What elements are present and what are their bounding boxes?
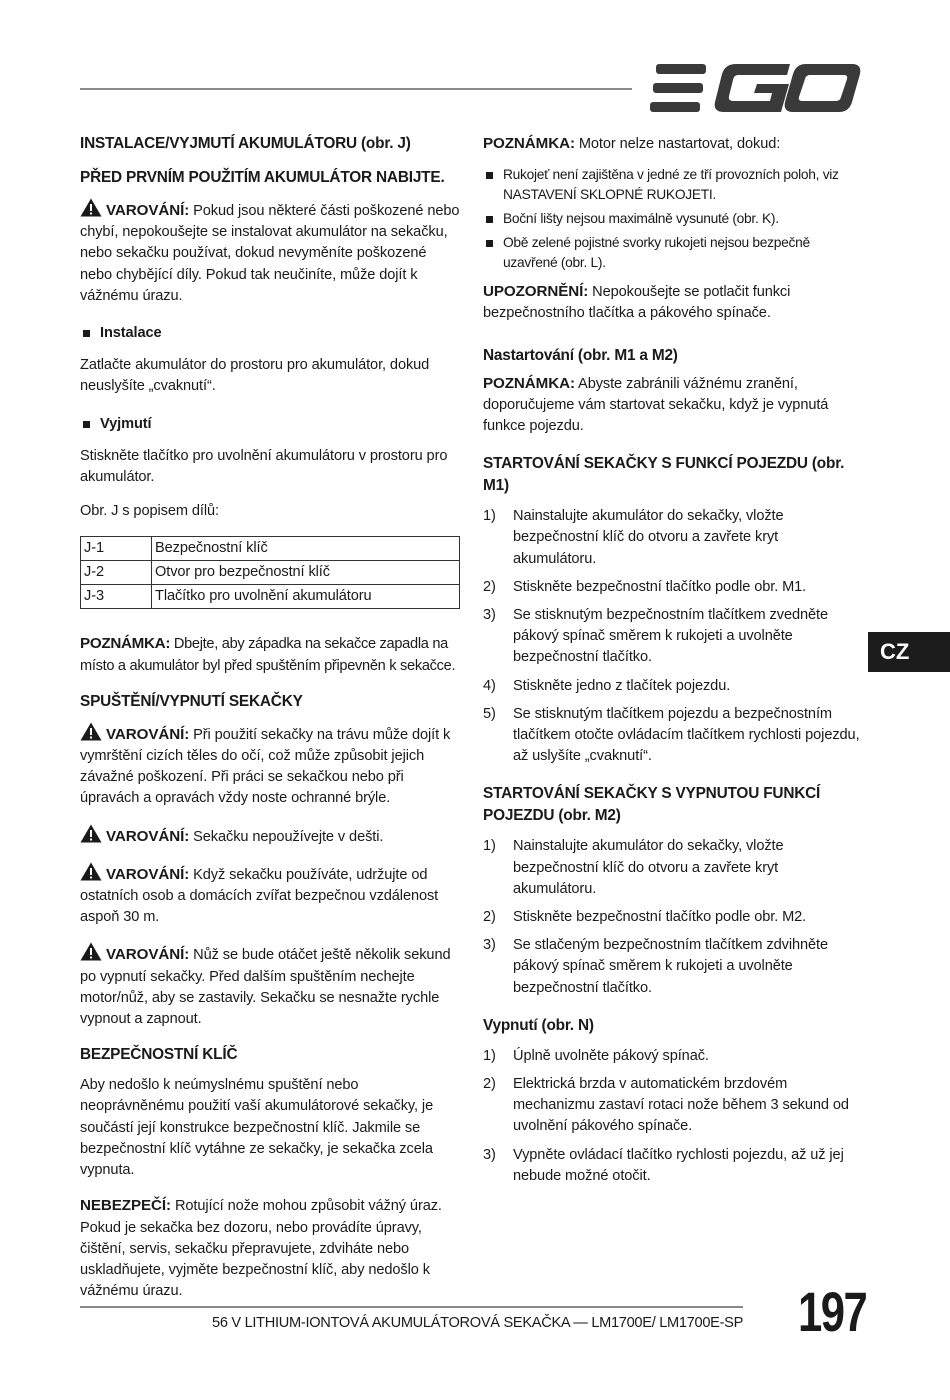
heading-switch-off: Vypnutí (obr. N) (483, 1016, 594, 1034)
language-tab: CZ (868, 632, 950, 672)
list-item (483, 935, 865, 999)
danger-notice (80, 1195, 460, 1302)
remove-text: Stiskněte tlačítko pro uvolnění akumulátoru v prostoru pro akumulátor. (80, 447, 448, 486)
step-number: 3) (483, 607, 496, 624)
note-start-recommendation (483, 373, 865, 438)
warning-label: VAROVÁNÍ: (106, 202, 190, 219)
right-column (483, 133, 865, 1194)
warning-icon (80, 824, 102, 843)
footer-rule (80, 1306, 743, 1308)
header-rule (80, 88, 632, 90)
note-latch (80, 633, 460, 676)
note-label: POZNÁMKA: (483, 374, 575, 392)
table-row (81, 585, 460, 609)
heading-start-without-drive: STARTOVÁNÍ SEKAČKY S VYPNUTOU FUNKCÍ POJEZDU (obr. M2) (483, 785, 821, 825)
step-text: Elektrická brzda v automatickém brzdovém mechanizmu zastaví rotaci nože během 3 sekund od uvolnění pákového spínače. (513, 1076, 849, 1135)
install-text: Zatlačte akumulátor do prostoru pro akumulátor, dokud neuslyšíte „cvaknutí“. (80, 357, 430, 395)
list-item (483, 577, 865, 598)
page-number: 197 (798, 1280, 867, 1343)
list-item (483, 506, 865, 570)
ego-logo (650, 62, 862, 114)
danger-text: Rotující nože mohou způsobit vážný úraz. Pokud je sekačka bez dozoru, nebo provádíte úpravy, čištění, servis, sekačku přepravujete, zdviháte nebo uskladňujete, vyjměte bezpečnostní klíč, aby nedošlo k vážnému úrazu. (80, 1198, 442, 1300)
part-name: Otvor pro bezpečnostní klíč (152, 561, 460, 585)
step-number: 3) (483, 1146, 496, 1163)
part-id: J-2 (81, 561, 152, 585)
warning-distance (80, 862, 460, 929)
caution-label: UPOZORNĚNÍ: (483, 283, 589, 301)
list-item: Rukojeť není zajištěna v jedné ze tří provozních poloh, viz NASTAVENÍ SKLOPNÉ RUKOJETI. (483, 165, 865, 205)
warning-text: Sekačku nepoužívejte v dešti. (189, 828, 384, 845)
part-id: J-1 (81, 537, 152, 561)
subheading-remove: Vyjmutí (80, 414, 460, 435)
step-text: Se stlačeným bezpečnostním tlačítkem zdvihněte pákový spínač směrem k rukojeti a uvolněte bezpečnostní tlačítko. (513, 937, 828, 996)
table-row (81, 561, 460, 585)
note-text: Dbejte, aby západka na sekačce zapadla na místo a akumulátor byl před spuštěním připevněn k sekačce. (80, 636, 456, 674)
heading-battery-install: INSTALACE/VYJMUTÍ AKUMULÁTORU (obr. J) (80, 135, 411, 152)
warning-icon (80, 942, 102, 961)
list-item: Boční lišty nejsou maximálně vysunuté (obr. K). (483, 209, 865, 229)
step-text: Nainstalujte akumulátor do sekačky, vložte bezpečnostní klíč do otvoru a zavřete kryt akumulátoru. (513, 508, 784, 567)
step-number: 2) (483, 1076, 496, 1093)
caution-notice (483, 281, 865, 324)
note-text: Motor nelze nastartovat, dokud: (574, 136, 781, 152)
warning-damaged-parts (80, 198, 460, 307)
list-item (483, 676, 865, 697)
step-number: 5) (483, 705, 496, 722)
warning-icon (80, 722, 102, 741)
part-name: Tlačítko pro uvolnění akumulátoru (152, 585, 460, 609)
warning-text: Pokud jsou některé části poškozené nebo chybí, nepokoušejte se instalovat akumulátor na sekačku, nebo sekačku používat, dokud nevyměníte poškozené nebo chybějící díly. Pokud tak neučiníte, může dojít k vážnému úrazu. (80, 203, 460, 304)
left-column (80, 133, 460, 1313)
warning-eye-protection (80, 722, 460, 810)
list-item (483, 704, 865, 768)
caution-text: Nepokoušejte se potlačit funkci bezpečnostního tlačítka a pákového spínače. (483, 284, 791, 322)
list-item: Obě zelené pojistné svorky rukojeti nejsou bezpečně uzavřené (obr. L). (483, 233, 865, 273)
step-number: 3) (483, 937, 496, 954)
warning-label: VAROVÁNÍ: (106, 725, 190, 743)
danger-label: NEBEZPEČÍ: (80, 1197, 171, 1215)
list-item (483, 1046, 865, 1067)
step-text: Se stisknutým bezpečnostním tlačítkem zvedněte pákový spínač směrem k rukojeti a uvolněte bezpečnostní tlačítko. (513, 607, 828, 666)
heading-charge-before-use: PŘED PRVNÍM POUŽITÍM AKUMULÁTOR NABIJTE. (80, 169, 445, 186)
safety-key-text: Aby nedošlo k neúmyslnému spuštění nebo neoprávněnému použití vaší akumulátorové sekačky, je součástí její konstrukce bezpečnostní klíč. Jakmile se bezpečnostní klíč vytáhne ze sekačky, je sekačka zcela vypnuta. (80, 1077, 434, 1179)
heading-start-stop: SPUŠTĚNÍ/VYPNUTÍ SEKAČKY (80, 692, 303, 710)
step-text: Stiskněte bezpečnostní tlačítko podle obr. M1. (513, 578, 807, 595)
note-label: POZNÁMKA: (483, 135, 575, 152)
warning-icon (80, 198, 102, 217)
part-id: J-3 (81, 585, 152, 609)
step-number: 1) (483, 1047, 496, 1064)
parts-table (80, 536, 460, 609)
heading-safety-key: BEZPEČNOSTNÍ KLÍČ (80, 1046, 238, 1064)
warning-blade-rotation (80, 942, 460, 1030)
step-number: 4) (483, 677, 496, 694)
warning-label: VAROVÁNÍ: (106, 827, 190, 845)
warning-text: Při použití sekačky na trávu může dojít k vymrštění cizích těles do očí, což může způsobit jejich závažné poškození. Při práci se sekačkou nebo při úpravách a opravách vždy noste ochranné brýle. (80, 726, 451, 807)
heading-starting: Nastartování (obr. M1 a M2) (483, 346, 678, 364)
footer-title: 56 V LITHIUM-IONTOVÁ AKUMULÁTOROVÁ SEKAČKA — LM1700E/ LM1700E-SP (212, 1315, 743, 1331)
step-number: 2) (483, 909, 496, 926)
subheading-install: Instalace (80, 323, 460, 344)
list-item (483, 1074, 865, 1138)
warning-label: VAROVÁNÍ: (106, 946, 190, 964)
step-text: Vypněte ovládací tlačítko rychlosti pojezdu, až už jej nebude možné otočit. (513, 1146, 844, 1184)
list-item (483, 907, 865, 928)
table-row (81, 537, 460, 561)
note-motor (483, 133, 865, 155)
step-number: 2) (483, 578, 496, 595)
list-item (483, 1145, 865, 1187)
heading-start-with-drive: STARTOVÁNÍ SEKAČKY S FUNKCÍ POJEZDU (obr. M1) (483, 455, 845, 495)
warning-text: Když sekačku používáte, udržujte od ostatních osob a domácích zvířat bezpečnou vzdálenost aspoň 30 m. (80, 866, 439, 926)
step-text: Nainstalujte akumulátor do sekačky, vložte bezpečnostní klíč do otvoru a zavřete kryt akumulátoru. (513, 838, 784, 897)
warning-icon (80, 862, 102, 881)
warning-label: VAROVÁNÍ: (106, 865, 190, 883)
step-text: Se stisknutým tlačítkem pojezdu a bezpečnostním tlačítkem otočte ovládacím tlačítkem rychlosti pojezdu, až uslyšíte „cvaknutí“. (513, 705, 860, 765)
step-number: 1) (483, 508, 496, 525)
note-text: Abyste zabránili vážnému zranění, doporučujeme vám startovat sekačku, když je vypnutá funkce pojezdu. (483, 375, 829, 435)
step-text: Úplně uvolněte pákový spínač. (513, 1047, 709, 1064)
warning-rain (80, 824, 460, 848)
part-name: Bezpečnostní klíč (152, 537, 460, 561)
list-item (483, 836, 865, 900)
step-text: Stiskněte bezpečnostní tlačítko podle obr. M2. (513, 909, 807, 926)
table-caption: Obr. J s popisem dílů: (80, 503, 219, 520)
step-text: Stiskněte jedno z tlačítek pojezdu. (513, 677, 731, 694)
note-label: POZNÁMKA: (80, 635, 171, 653)
step-number: 1) (483, 838, 496, 855)
warning-text: Nůž se bude otáčet ještě několik sekund po vypnutí sekačky. Před dalším spuštěním nechejte motor/nůž, aby se zastavily. Sekačku se nesnažte rychle vypnout a zapnout. (80, 947, 451, 1028)
list-item (483, 605, 865, 669)
